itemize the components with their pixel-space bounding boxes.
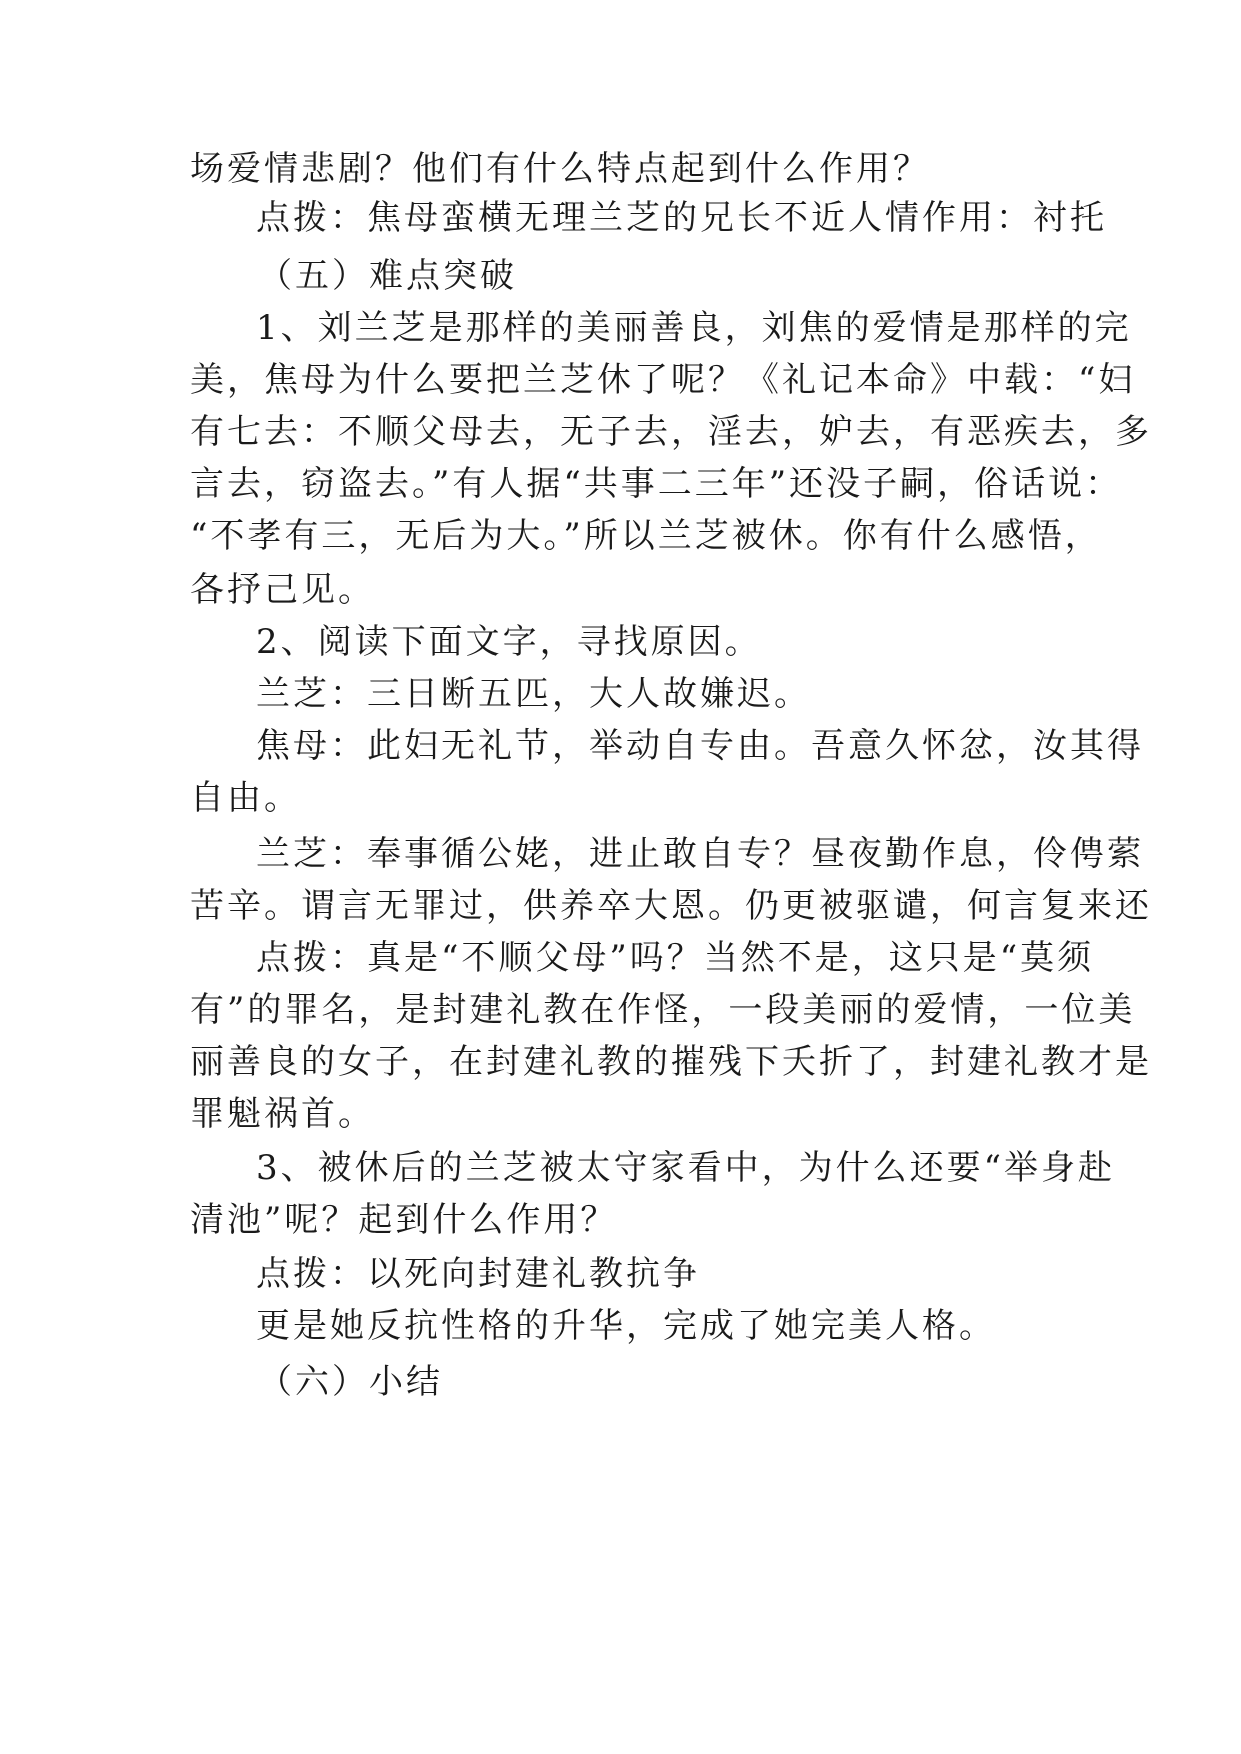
text-line: 有七去：不顺父母去，无子去，淫去，妒去，有恶疾去，多 [190, 412, 1152, 452]
text-line: 美，焦母为什么要把兰芝休了呢？《礼记本命》中载：“妇 [190, 360, 1136, 400]
text-line: 焦母：此妇无礼节，举动自专由。吾意久怀忿，汝其得 [256, 726, 1144, 766]
text-line: 苦辛。谓言无罪过，供养卒大恩。仍更被驱谴，何言复来还 [190, 886, 1152, 926]
section-heading: （六）小结 [258, 1362, 443, 1402]
text-line: 清池”呢？起到什么作用？ [190, 1200, 618, 1240]
text-line: 2、阅读下面文字，寻找原因。 [256, 622, 762, 662]
text-line: 场爱情悲剧？他们有什么特点起到什么作用？ [190, 149, 930, 189]
text-line: 罪魁祸首。 [190, 1094, 375, 1134]
text-line: 言去，窃盗去。”有人据“共事二三年”还没子嗣，俗话说： [190, 464, 1123, 504]
text-line: 有”的罪名，是封建礼教在作怪，一段美丽的爱情，一位美 [190, 990, 1136, 1030]
text-line: 各抒己见。 [190, 570, 375, 610]
text-line: 兰芝：三日断五匹，大人故嫌迟。 [256, 674, 811, 714]
text-line: 丽善良的女子，在封建礼教的摧残下夭折了，封建礼教才是 [190, 1042, 1152, 1082]
text-line: 兰芝：奉事循公姥，进止敢自专？昼夜勤作息，伶俜萦 [256, 834, 1144, 874]
text-line: 点拨：焦母蛮横无理兰芝的兄长不近人情作用：衬托 [256, 198, 1107, 238]
text-line: 点拨：真是“不顺父母”吗？当然不是，这只是“莫须 [256, 938, 1095, 978]
text-line: 自由。 [190, 778, 301, 818]
text-line: “不孝有三，无后为大。”所以兰芝被休。你有什么感悟， [190, 516, 1102, 556]
text-line: 更是她反抗性格的升华，完成了她完美人格。 [256, 1306, 996, 1346]
text-line: 点拨：以死向封建礼教抗争 [256, 1254, 700, 1294]
text-line: 3、被休后的兰芝被太守家看中，为什么还要“举身赴 [256, 1148, 1116, 1188]
text-line: 1、刘兰芝是那样的美丽善良，刘焦的爱情是那样的完 [256, 308, 1132, 348]
section-heading: （五）难点突破 [258, 256, 517, 296]
